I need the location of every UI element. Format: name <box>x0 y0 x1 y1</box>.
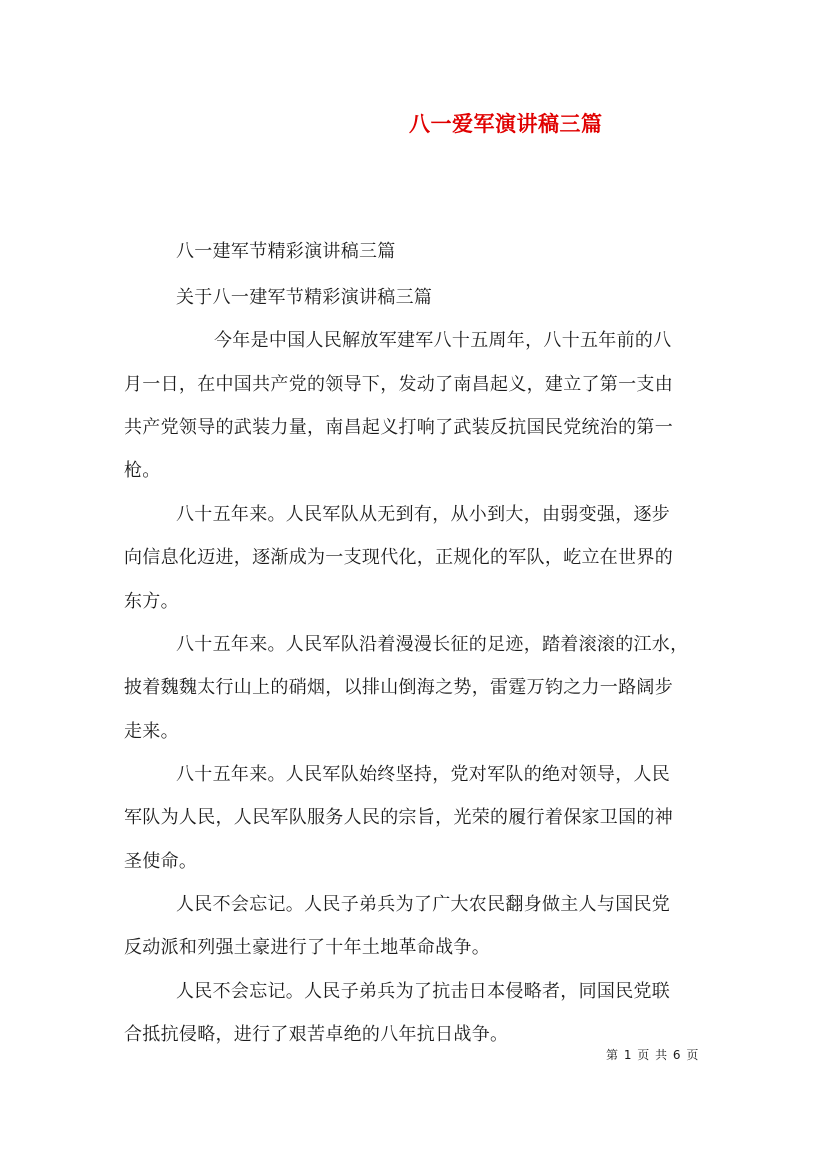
document-title: 八一爱军演讲稿三篇 <box>409 111 603 136</box>
paragraph-line: 反动派和列强土豪进行了十年土地革命战争。 <box>124 937 490 958</box>
paragraph-line: 八十五年来。人民军队从无到有，从小到大，由弱变强，逐步 <box>176 504 671 525</box>
page-number: 第 1 页 共 6 页 <box>606 1048 700 1062</box>
paragraph-line: 共产党领导的武装力量，南昌起义打响了武装反抗国民党统治的第一 <box>124 417 673 438</box>
paragraph-line: 圣使命。 <box>124 851 198 872</box>
paragraph-line: 军队为人民，人民军队服务人民的宗旨，光荣的履行着保家卫国的神 <box>124 807 673 828</box>
paragraph-line: 今年是中国人民解放军建军八十五周年，八十五年前的八 <box>214 330 672 351</box>
paragraph-line: 披着魏魏太行山上的硝烟，以排山倒海之势，雷霆万钧之力一路阔步 <box>124 677 673 698</box>
paragraph-line: 东方。 <box>124 591 179 612</box>
paragraph-line: 人民不会忘记。人民子弟兵为了广大农民翻身做主人与国民党 <box>176 894 671 915</box>
heading: 关于八一建军节精彩演讲稿三篇 <box>176 287 433 308</box>
paragraph-line: 向信息化迈进，逐渐成为一支现代化，正规化的军队，屹立在世界的 <box>124 547 673 568</box>
paragraph-line: 八十五年来。人民军队沿着漫漫长征的足迹，踏着滚滚的江水， <box>176 634 689 655</box>
subtitle: 八一建军节精彩演讲稿三篇 <box>176 241 396 262</box>
paragraph-line: 合抵抗侵略，进行了艰苦卓绝的八年抗日战争。 <box>124 1024 509 1045</box>
paragraph-line: 枪。 <box>124 460 161 481</box>
paragraph-line: 八十五年来。人民军队始终坚持，党对军队的绝对领导，人民 <box>176 764 671 785</box>
paragraph-line: 走来。 <box>124 721 179 742</box>
paragraph-line: 人民不会忘记。人民子弟兵为了抗击日本侵略者，同国民党联 <box>176 981 671 1002</box>
paragraph-line: 月一日，在中国共产党的领导下，发动了南昌起义，建立了第一支由 <box>124 374 673 395</box>
